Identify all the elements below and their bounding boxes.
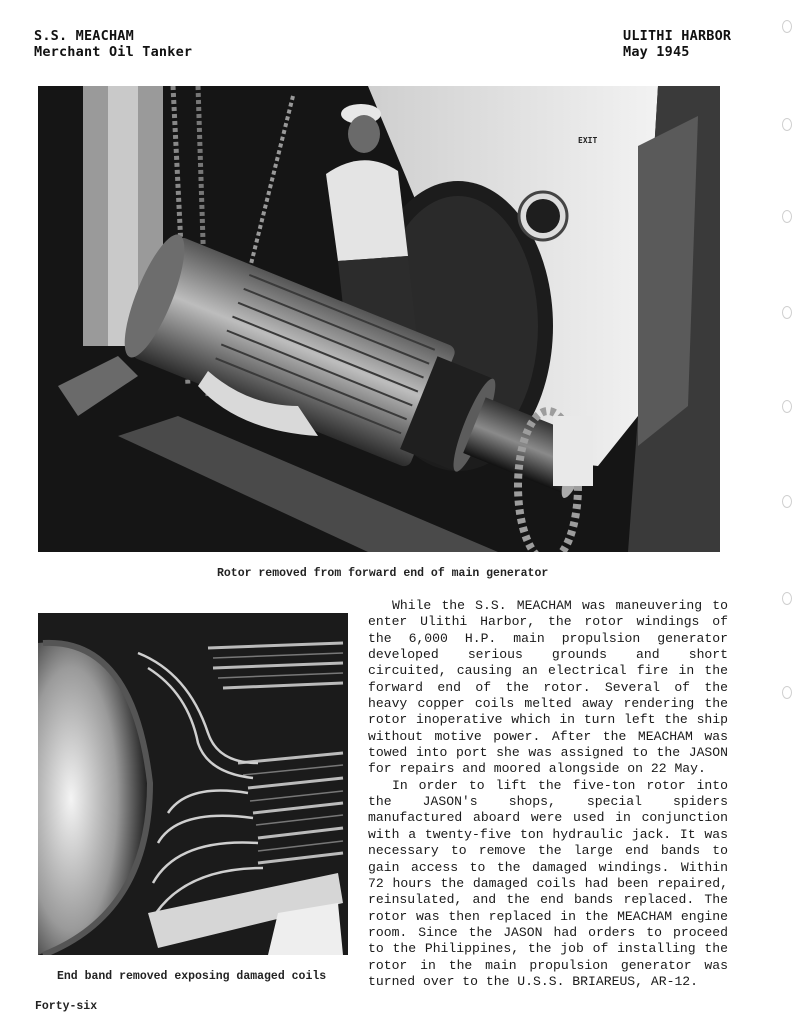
article-paragraph: In order to lift the five-ton rotor into the JASON's shops, special spiders manufactured aboard were used in conjunction with a twenty-five ton hydraulic jack. It was necessary to remove the large end bands to gain access to the damaged windings. Within 72 hours the damaged coils had been repaired, reinsulated, and the end bands replaced. The rotor was then replaced in the MEACHAM engine room. Since the JASON had orders to proceed to the Philippines, the job of installing the rotor in the main propulsion generator was turned over to the U.S.S. BRIAREUS, AR-12.: [368, 777, 728, 989]
binder-hole-mark: [782, 306, 792, 319]
binder-hole-mark: [782, 210, 792, 223]
photo-end-band-removed: [38, 613, 348, 955]
page-number: Forty-six: [35, 1000, 98, 1013]
location: ULITHI HARBOR: [623, 28, 732, 44]
binder-hole-mark: [782, 400, 792, 413]
binder-hole-mark: [782, 20, 792, 33]
ship-name: S.S. MEACHAM: [34, 28, 134, 44]
binder-hole-mark: [782, 118, 792, 131]
binder-hole-mark: [782, 592, 792, 605]
photo-end-band-removed-image: [38, 613, 348, 955]
caption-bottom-photo: End band removed exposing damaged coils: [57, 970, 327, 983]
exit-sign-text: EXIT: [578, 136, 598, 145]
ship-type: Merchant Oil Tanker: [34, 44, 193, 60]
binder-hole-mark: [782, 495, 792, 508]
binder-hole-mark: [782, 686, 792, 699]
photo-rotor-removed-image: [38, 86, 720, 552]
header-left: [34, 28, 192, 60]
header-right: [623, 28, 731, 60]
photo-rotor-removed: [38, 86, 720, 552]
article-paragraph: While the S.S. MEACHAM was maneuvering to enter Ulithi Harbor, the rotor windings of the 6,000 H.P. main propulsion generator developed serious grounds and short circuited, causing an electrical fire in the forward end of the rotor. Several of the heavy copper coils melted away rendering the rotor inoperative which in turn left the ship without motive power. After the MEACHAM was towed into port she was assigned to the JASON for repairs and moored alongside on 22 May.: [368, 598, 728, 777]
date: May 1945: [623, 44, 690, 60]
article-body: [368, 598, 728, 990]
caption-top-photo: Rotor removed from forward end of main generator: [217, 567, 549, 580]
